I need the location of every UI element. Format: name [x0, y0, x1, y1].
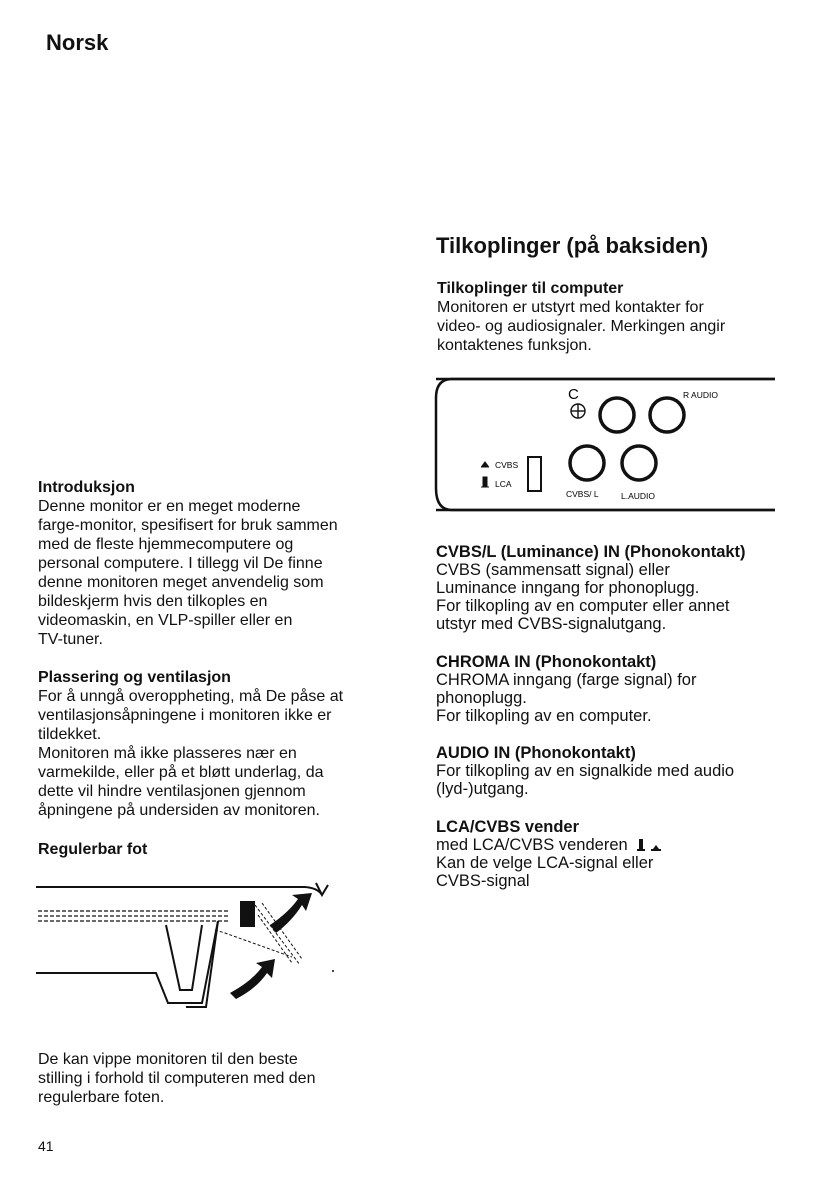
- switch-line1: [436, 836, 826, 854]
- language-heading: Norsk: [46, 30, 109, 55]
- label-lca: LCA: [495, 479, 512, 489]
- intro-title: Introduksjon: [38, 479, 135, 496]
- audio-section: [436, 744, 826, 798]
- switch-line1-text: med LCA/CVBS venderen: [436, 836, 628, 854]
- foot-caption: De kan vippe monitoren til den beste stilling i forhold til computeren med den regulerbare foten.: [38, 1051, 316, 1106]
- intro-text: Denne monitor er en meget moderne farge-monitor, spesifisert for bruk sammen med de fleste hjemmecomputere og personal computere. I tillegg vil De finne denne monitoren meget anvendelig som bildeskjerm hvis den tilkoples en videomaskin, en VLP-spiller eller en TV-tuner.: [38, 498, 338, 648]
- label-l-audio: L.AUDIO: [621, 491, 656, 501]
- audio-title: AUDIO IN (Phonokontakt): [436, 744, 636, 762]
- r-audio-jack[interactable]: [650, 398, 684, 432]
- rear-panel-diagram: [430, 370, 780, 520]
- cvbs-l-jack[interactable]: [570, 446, 604, 480]
- cvbs-switch-symbol-icon: [481, 462, 489, 467]
- connections-heading: Tilkoplinger (på baksiden): [436, 233, 709, 258]
- label-c: C: [568, 386, 579, 403]
- cvbs-section: [436, 543, 826, 633]
- switch-title: LCA/CVBS vender: [436, 818, 580, 836]
- intro-section: [38, 478, 408, 649]
- chroma-text: CHROMA inngang (farge signal) for phonoplugg. For tilkopling av en computer.: [436, 671, 697, 725]
- computer-connections-text: Monitoren er utstyrt med kontakter for video- og audiosignaler. Merkingen angir kontaktenes funksjon.: [437, 299, 726, 354]
- label-r-audio: R AUDIO: [683, 390, 718, 400]
- computer-connections-title: Tilkoplinger til computer: [437, 280, 624, 297]
- switch-positions-icon: [636, 839, 662, 851]
- chroma-section: [436, 653, 826, 725]
- label-cvbs-l: CVBS/ L: [566, 489, 599, 499]
- lca-cvbs-switch[interactable]: [528, 457, 541, 491]
- chroma-title: CHROMA IN (Phonokontakt): [436, 653, 657, 671]
- cvbs-text: CVBS (sammensatt signal) eller Luminance inngang for phonoplugg. For tilkopling av en computer eller annet utstyr med CVBS-signalutgang.: [436, 561, 730, 633]
- switch-text: Kan de velge LCA-signal eller CVBS-signal: [436, 854, 654, 890]
- label-cvbs: CVBS: [495, 460, 519, 470]
- switch-section: [436, 818, 826, 890]
- tilt-up-arrow-icon: [270, 893, 312, 933]
- lca-switch-symbol-icon: [481, 477, 489, 487]
- tilt-foot-illustration: [30, 875, 350, 1020]
- page-number: 41: [38, 1138, 54, 1154]
- chroma-jack[interactable]: [600, 398, 634, 432]
- computer-connections-section: [437, 279, 817, 355]
- placement-section: [38, 668, 408, 820]
- placement-text: For å unngå overoppheting, må De påse at ventilasjonsåpningene i monitoren ikke er tildekket. Monitoren må ikke plasseres nær en varmekilde, eller på et bløtt underlag, da dette vil hindre ventilasjonen gjennom åpningene på undersiden av monitoren.: [38, 688, 344, 819]
- ground-symbol-icon: [571, 404, 585, 418]
- l-audio-jack[interactable]: [622, 446, 656, 480]
- cvbs-title: CVBS/L (Luminance) IN (Phonokontakt): [436, 543, 746, 561]
- tilt-down-arrow-icon: [230, 959, 275, 999]
- audio-text: For tilkopling av en signalkide med audio (lyd-)utgang.: [436, 762, 735, 798]
- placement-title: Plassering og ventilasjon: [38, 669, 231, 686]
- foot-title: Regulerbar fot: [38, 841, 148, 858]
